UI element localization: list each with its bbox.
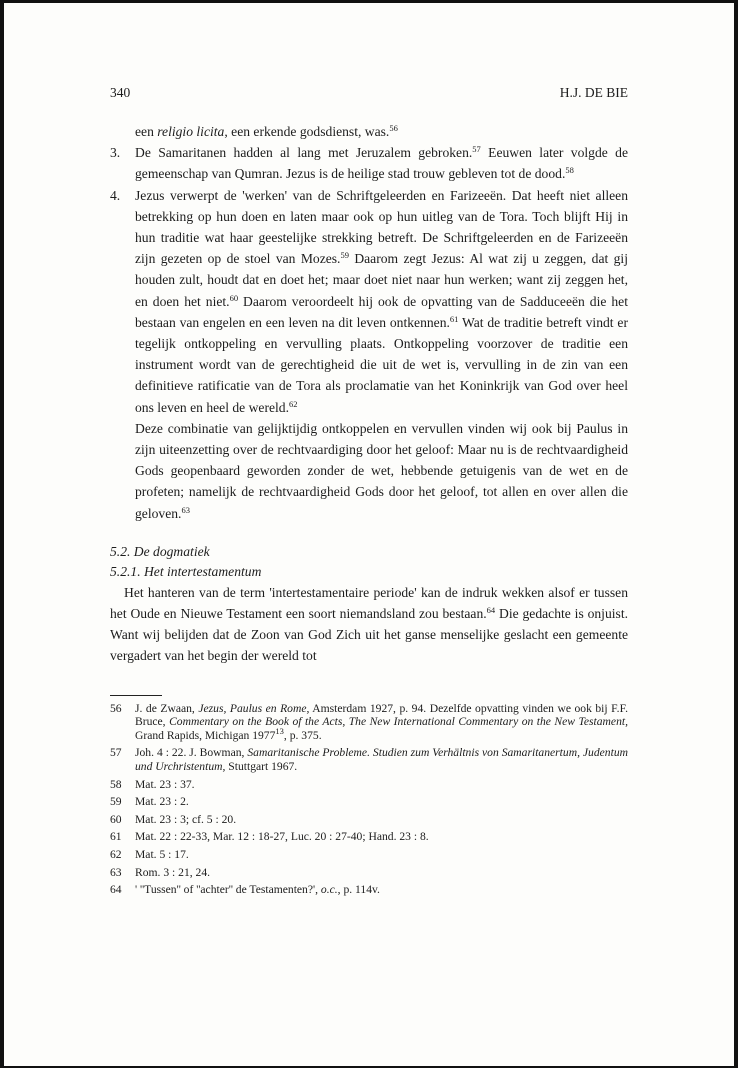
heading-5-2: 5.2. De dogmatiek	[110, 543, 210, 559]
heading-5-2-1: 5.2.1. Het intertestamentum	[110, 563, 262, 579]
footnote-ref-64: 64	[486, 605, 496, 616]
footnote-ref-57: 57	[472, 144, 481, 155]
numbered-list	[110, 121, 628, 524]
footnote-ref-62: 62	[289, 398, 298, 409]
book-page	[110, 85, 628, 901]
footnote-ref-58: 58	[565, 165, 574, 176]
body-paragraph: Het hanteren van de term 'intertestamentaire periode' kan de indruk wekken alsof er tussen het Oude en Nieuwe Testament een soort niemandsland zou bestaan.$^{64}$ Die gedachte is onjuist. Want wij belijden dat de Zoon van God Zich uit het ganse menselijke geslacht een gemeente vergadert van het begin der wereld tot	[110, 584, 628, 664]
footnote-62: 62 Mat. 5 : 17.	[110, 848, 189, 862]
footnote-57: 57 Joh. 4 : 22. J. Bowman, Samaritanische Probleme. Studien zum Verhältnis von Samaritanertum, Judentum und Urchristentum, Stuttgart 1967.	[110, 746, 628, 774]
running-author: H.J. DE BIE	[559, 85, 628, 100]
list-item-2-end: een religio licita, een erkende godsdienst, was.$^{56}$	[135, 123, 398, 139]
footnote-ref-63: 63	[181, 504, 190, 515]
footnotes	[110, 702, 628, 897]
item-number: 4.	[110, 187, 121, 203]
footnote-ref-56: 56	[389, 123, 398, 133]
footnote-58: 58 Mat. 23 : 37.	[110, 777, 195, 791]
footnote-56: 56 J. de Zwaan, Jezus, Paulus en Rome, Amsterdam 1927, p. 94. Dezelfde opvatting vinden we ook bij F.F. Bruce, Commentary on the Book of the Acts, The New International Commentary on the New Testament, Grand Rapids, Michigan 1977$^{13}$, p. 375.	[110, 701, 628, 742]
footnote-63: 63 Rom. 3 : 21, 24.	[110, 865, 211, 879]
footnote-rule	[110, 695, 162, 696]
footnote-ref-61: 61	[449, 313, 459, 324]
page-number: 340	[110, 85, 131, 100]
list-item-3: 3. De Samaritanen hadden al lang met Jeruzalem gebroken.$^{57}$ Eeuwen later volgde de gemeenschap van Qumran. Jezus is de heilige stad trouw gebleven tot de dood.$^{58}$	[110, 144, 628, 182]
item-number: 3.	[110, 145, 121, 161]
footnote-60: 60 Mat. 23 : 3; cf. 5 : 20.	[110, 812, 237, 826]
section-heading	[110, 542, 628, 582]
footnote-64: 64 ' ''Tussen'' of ''achter'' de Testamenten?', o.c., p. 114v.	[110, 883, 380, 897]
footnote-ref-60: 60	[229, 292, 239, 303]
list-item-4: 4. Jezus verwerpt de 'werken' van de Schriftgeleerden en Farizeeën. Dat heeft niet alleen betrekking op hun doen en laten maar ook op hun uitleg van de Tora. Toch blijft Hij in hun traditie wat haar geestelijke strekking betreft. De Schriftgeleerden en de Farizeeën zijn gezeten op de stoel van Mozes.$^{59}$ Daarom zegt Jezus: Al wat zij u zeggen, dat gij houden zult, houdt dat en doet het; maar doet niet naar hun werken; want zij zeggen het, en doen het niet.$^{60}$ Daarom veroordeelt hij ook de opvatting van de Sadduceeën die het bestaan van engelen en een leven na dit leven ontkennen.$^{61}$ Wat de traditie betreft vindt er tegelijk ontkoppeling en vervulling plaats. Ontkoppeling voorzover de traditie een instrument wordt van de gerechtigheid die uit de wet is, vervulling in de zin van een definitieve ratificatie van de Tora als proclamatie van het Koninkrijk van God over heel ons leven en heel de wereld.$^{62}$	[110, 185, 628, 418]
footnote-61: 61 Mat. 22 : 22-33, Mar. 12 : 18-27, Luc. 20 : 27-40; Hand. 23 : 8.	[110, 830, 429, 844]
footnote-ref-59: 59	[340, 250, 349, 261]
running-header	[110, 85, 628, 107]
list-continuation: Deze combinatie van gelijktijdig ontkoppelen en vervullen vinden wij ook bij Paulus in zijn uiteenzetting over de rechtvaardiging door het geloof: Maar nu is de rechtvaardigheid Gods geopenbaard geworden zonder de wet, hebbende getuigenis van de wet en de profeten; namelijk de rechtvaardigheid Gods door het geloof, tot allen en over allen die geloven.$^{63}$	[135, 420, 628, 521]
footnote-59: 59 Mat. 23 : 2.	[110, 795, 189, 809]
